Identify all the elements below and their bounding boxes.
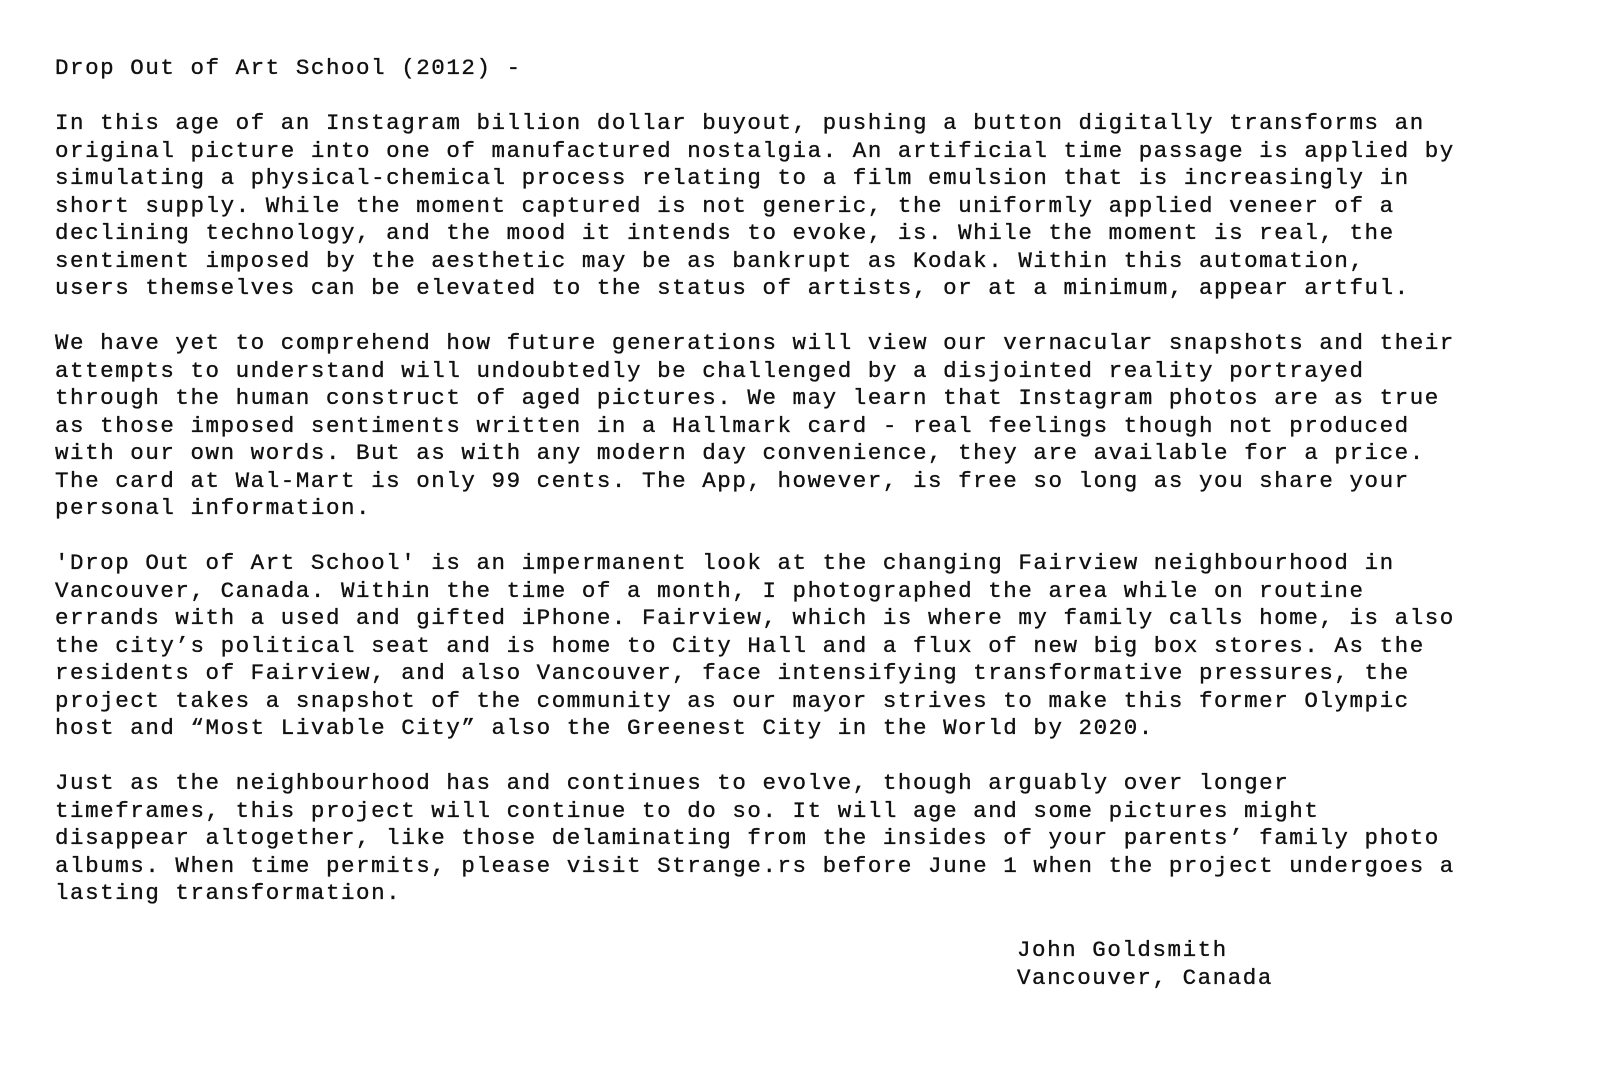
paragraph-line: as those imposed sentiments written in a Hallmark card - real feelings though not produced — [55, 412, 1410, 439]
paragraph-line: residents of Fairview, and also Vancouver, face intensifying transformative pressures, the — [55, 660, 1410, 686]
paragraph-3 — [55, 550, 1585, 743]
paragraph-line: personal information. — [55, 495, 372, 521]
document-title: Drop Out of Art School (2012) - — [55, 55, 522, 81]
paragraph-line: sentiment imposed by the aesthetic may be as bankrupt as Kodak. Within this automation, — [55, 247, 1365, 274]
paragraph-line: users themselves can be elevated to the status of artists, or at a minimum, appear artful. — [55, 275, 1410, 301]
paragraph-line: attempts to understand will undoubtedly be challenged by a disjointed reality portrayed — [55, 357, 1365, 384]
statement-text — [55, 55, 1585, 908]
paragraph-line: Just as the neighbourhood has and continues to evolve, though arguably over longer — [55, 770, 1290, 796]
paragraph-line: simulating a physical-chemical process relating to a film emulsion that is increasingly in — [55, 165, 1410, 191]
signature-block — [1017, 937, 1273, 992]
paragraph-spacer — [55, 83, 1585, 111]
paragraph-line: 'Drop Out of Art School' is an impermanent look at the changing Fairview neighbourhood in — [55, 550, 1395, 576]
author-location: Vancouver, Canada — [1017, 964, 1273, 991]
paragraph-spacer — [55, 523, 1585, 551]
paragraph-line: We have yet to comprehend how future generations will view our vernacular snapshots and their — [55, 330, 1455, 356]
paragraph-line: Vancouver, Canada. Within the time of a month, I photographed the area while on routine — [55, 577, 1365, 604]
paragraph-line: disappear altogether, like those delaminating from the insides of your parents’ family photo — [55, 825, 1440, 851]
paragraph-4 — [55, 770, 1585, 908]
paragraph-2 — [55, 330, 1585, 523]
paragraph-line: the city’s political seat and is home to City Hall and a flux of new big box stores. As the — [55, 632, 1425, 659]
paragraph-spacer — [55, 743, 1585, 771]
paragraph-line: albums. When time permits, please visit Strange.rs before June 1 when the project undergoes a — [55, 852, 1455, 879]
paragraph-line: declining technology, and the mood it intends to evoke, is. While the moment is real, the — [55, 220, 1395, 246]
paragraph-line: host and “Most Livable City” also the Greenest City in the World by 2020. — [55, 715, 1154, 741]
paragraph-line: through the human construct of aged pictures. We may learn that Instagram photos are as true — [55, 385, 1440, 411]
paragraph-line: lasting transformation. — [55, 880, 402, 906]
paragraph-spacer — [55, 303, 1585, 331]
paragraph-1 — [55, 110, 1585, 303]
paragraph-line: original picture into one of manufactured nostalgia. An artificial time passage is applied by — [55, 137, 1455, 164]
paragraph-line: The card at Wal-Mart is only 99 cents. The App, however, is free so long as you share your — [55, 467, 1410, 494]
paragraph-line: timeframes, this project will continue to do so. It will age and some pictures might — [55, 797, 1320, 824]
paragraph-line: project takes a snapshot of the community as our mayor strives to make this former Olympic — [55, 687, 1410, 714]
author-name: John Goldsmith — [1017, 937, 1228, 963]
paragraph-line: with our own words. But as with any modern day convenience, they are available for a price. — [55, 440, 1425, 466]
paragraph-line: In this age of an Instagram billion dollar buyout, pushing a button digitally transforms an — [55, 110, 1425, 136]
paragraph-line: errands with a used and gifted iPhone. Fairview, which is where my family calls home, is also — [55, 605, 1455, 631]
paragraph-line: short supply. While the moment captured is not generic, the uniformly applied veneer of a — [55, 192, 1395, 219]
